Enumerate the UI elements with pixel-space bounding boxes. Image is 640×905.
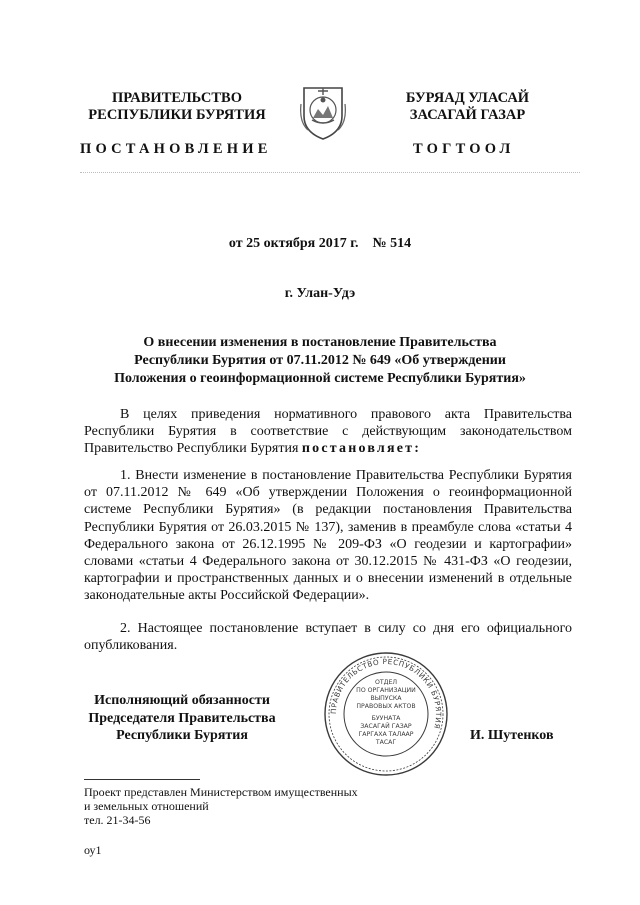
footer-line2: и земельных отношений [84, 799, 209, 813]
document-code: оу1 [84, 843, 102, 857]
signatory-title-line3: Республики Бурятия [116, 728, 248, 743]
decree-word: постановляет: [301, 441, 422, 457]
item-2-paragraph: 2. Настоящее постановление вступает в силу со дня его официального опубликования. [84, 621, 572, 654]
signatory-title [80, 692, 284, 745]
stamp-line: БУУНАТА [371, 715, 401, 722]
stamp-line: ГАРГАХА ТАЛААР [358, 731, 414, 738]
subject-line1: О внесении изменения в постановление Правительства [143, 335, 497, 350]
official-stamp [322, 650, 450, 778]
stamp-line: ВЫПУСКА [370, 695, 402, 702]
title-left: ПОСТАНОВЛЕНИЕ [80, 141, 272, 157]
stamp-line: ОТДЕЛ [374, 679, 398, 686]
header-divider [80, 172, 580, 173]
signatory-title-line1: Исполняющий обязанности [94, 693, 270, 708]
footer-divider [84, 779, 200, 780]
subject-line3: Положения о геоинформационной системе Республики Бурятия» [114, 371, 526, 386]
stamp-line: ТАСАГ [375, 739, 397, 746]
header-right [360, 90, 575, 124]
item-1-paragraph: 1. Внести изменение в постановление Правительства Республики Бурятия от 07.11.2012 № 649 «Об утверждении Положения о геоинформационной системе Республики Бурятия» (в редакции постановления Правительства Республики Бурятия от 26.03.2015 № 137), заменив в преамбуле слова «статьи 4 Федерального закона от 26.12.1995 № 209-ФЗ «О геодезии и картографии» словами «статьи 4 Федерального закона от 30.12.2015 № 431-ФЗ «О геодезии, картографии и пространственных данных и о внесении изменений в отдельные законодательные акты Российской Федерации». [84, 468, 572, 604]
stamp-line: ПРАВОВЫХ АКТОВ [356, 703, 416, 710]
header-right-line1: БУРЯАД УЛАСАЙ [405, 90, 530, 106]
footer-phone: тел. 21-34-56 [84, 813, 151, 827]
title-right: ТОГТООЛ [413, 141, 515, 157]
footer-note [84, 785, 358, 827]
stamp-ring-text: ПРАВИТЕЛЬСТВО РЕСПУБЛИКИ БУРЯТИЯ [328, 656, 444, 731]
coat-of-arms-icon [298, 82, 348, 142]
header-left-line2: РЕСПУБЛИКИ БУРЯТИЯ [88, 107, 266, 123]
header-left-line1: ПРАВИТЕЛЬСТВО [112, 90, 242, 106]
document-subject [90, 334, 550, 388]
footer-line1: Проект представлен Министерством имущественных [84, 785, 358, 799]
stamp-line: ПО ОРГАНИЗАЦИИ [356, 687, 416, 694]
preamble-text: В целях приведения нормативного правового акта Правительства Республики Бурятия в соответствие с действующим законодательством Правительство Республики Бурятия [84, 407, 572, 457]
city: г. Улан-Удэ [284, 286, 356, 301]
header-right-line2: ЗАСАГАЙ ГАЗАР [409, 107, 526, 123]
stamp-line: ЗАСАГАЙ ГАЗАР [360, 723, 412, 730]
subject-line2: Республики Бурятия от 07.11.2012 № 649 «Об утверждении [134, 353, 506, 368]
preamble-paragraph [84, 406, 572, 458]
header-left [62, 90, 292, 124]
signatory-title-line2: Председателя Правительства [88, 710, 276, 726]
date-number: от 25 октября 2017 г. № 514 [228, 236, 412, 251]
signatory-name: И. Шутенков [470, 728, 554, 743]
